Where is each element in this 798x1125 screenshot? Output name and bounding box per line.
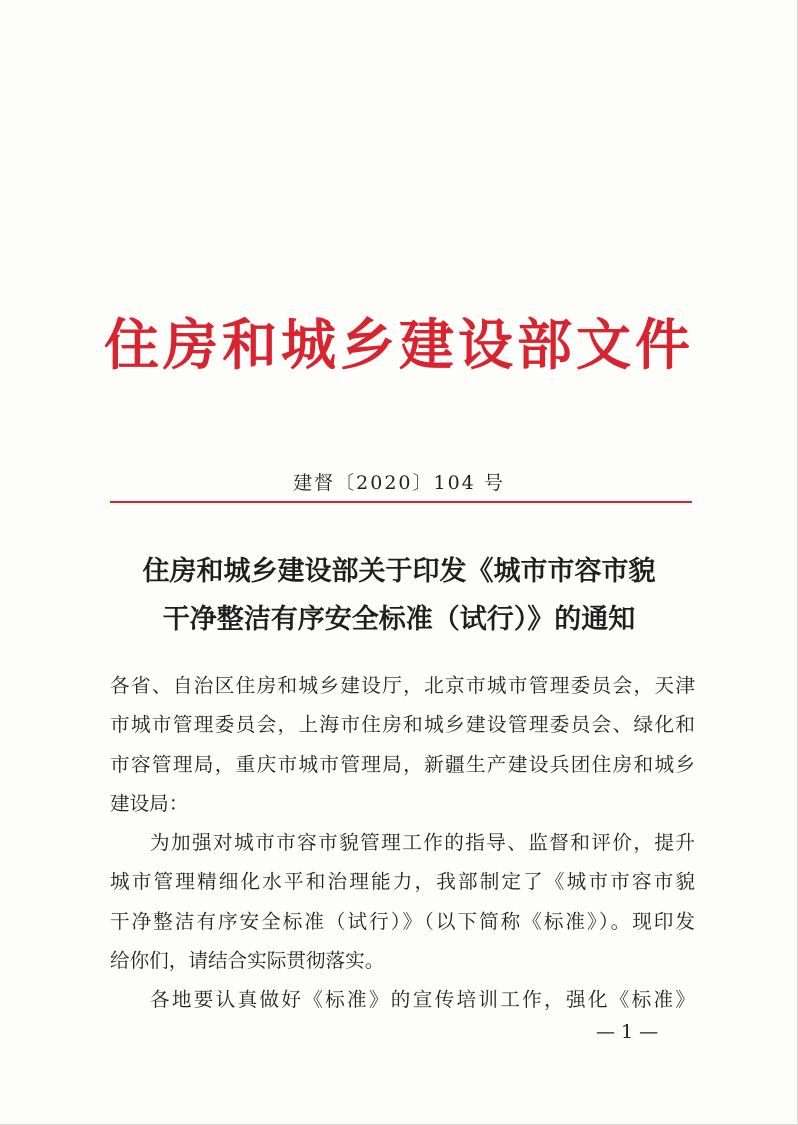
document-number: 建督〔2020〕104 号 bbox=[293, 472, 505, 494]
addressee-line-4: 建设局： bbox=[110, 791, 189, 815]
page-number: — 1 — bbox=[596, 1021, 659, 1043]
paragraph-1-line-1: 为加强对城市市容市貌管理工作的指导、监督和评价，提升 bbox=[150, 831, 695, 855]
paragraph-2-line-1: 各地要认真做好《标准》的宣传培训工作，强化《标准》 bbox=[150, 988, 695, 1012]
issuer-header: 住房和城乡建设部文件 bbox=[103, 312, 694, 377]
addressee-line-3: 市容管理局，重庆市城市管理局，新疆生产建设兵团住房和城乡 bbox=[110, 752, 695, 776]
title-line-1: 住房和城乡建设部关于印发《城市市容市貌 bbox=[142, 556, 656, 587]
paragraph-1-line-2: 城市管理精细化水平和治理能力，我部制定了《城市市容市貌 bbox=[110, 870, 695, 894]
paragraph-1-line-4: 给你们，请结合实际贯彻落实。 bbox=[110, 949, 385, 973]
red-divider-line bbox=[110, 501, 692, 503]
addressee-line-2: 市城市管理委员会，上海市住房和城乡建设管理委员会、绿化和 bbox=[110, 713, 695, 737]
title-line-2: 干净整洁有序安全标准（试行）》的通知 bbox=[162, 604, 636, 635]
document-body bbox=[110, 666, 695, 1020]
addressee-line-1: 各省、自治区住房和城乡建设厅，北京市城市管理委员会，天津 bbox=[110, 674, 695, 697]
document-title bbox=[60, 548, 738, 644]
paragraph-1-line-3: 干净整洁有序安全标准（试行）》（以下简称《标准》）。现印发 bbox=[110, 909, 695, 933]
